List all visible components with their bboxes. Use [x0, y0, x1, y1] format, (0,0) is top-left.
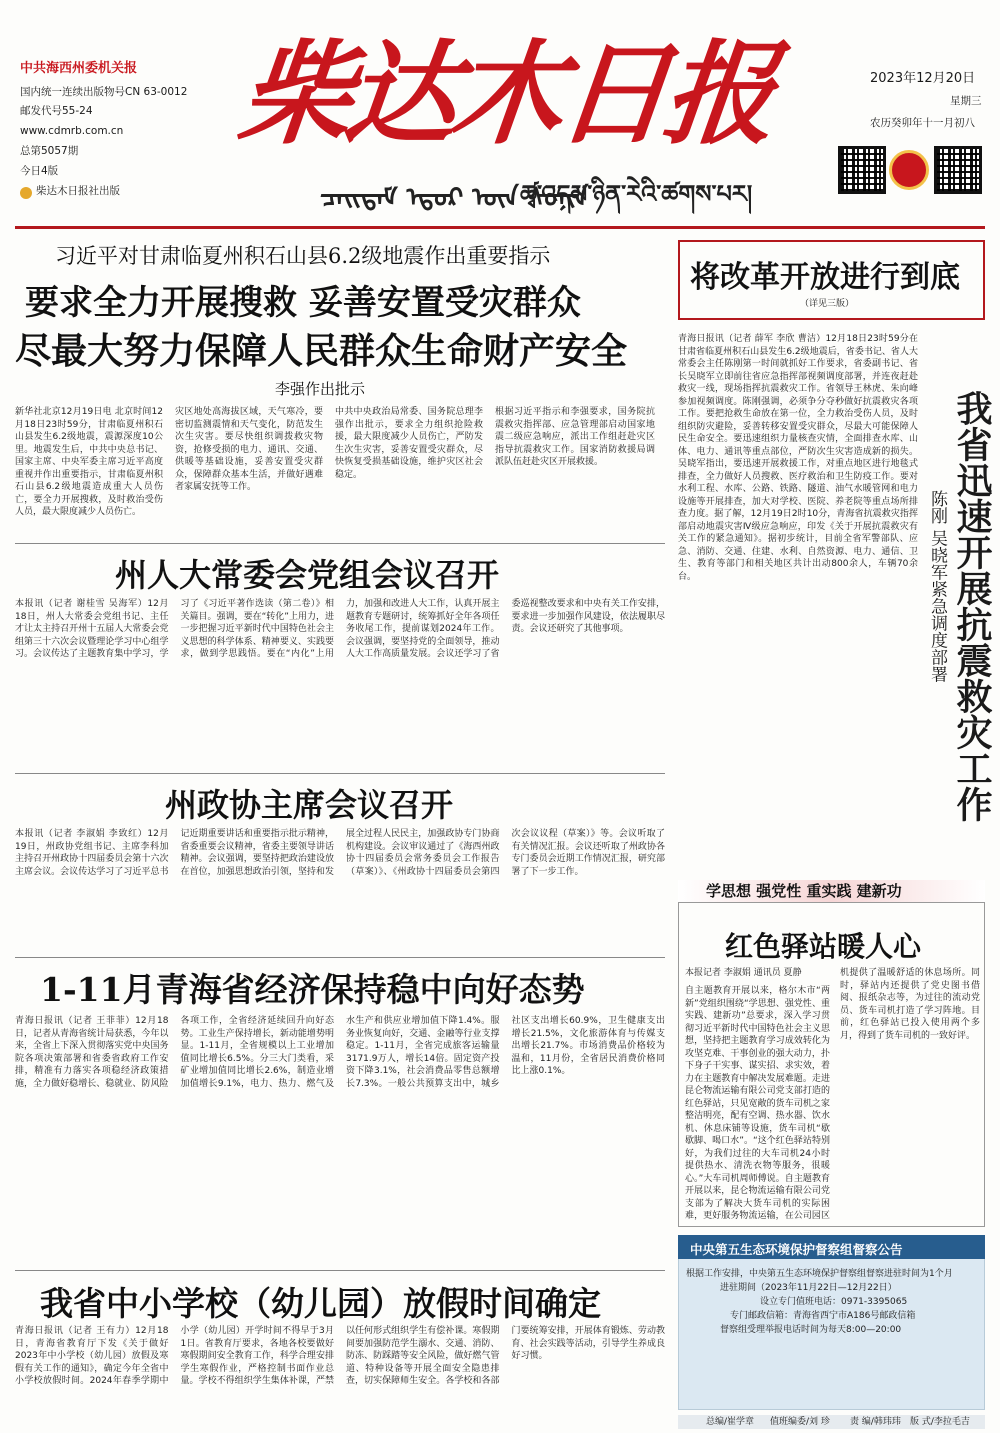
lead-headline-1: 要求全力开展搜救 妥善安置受灾群众 — [25, 283, 581, 323]
school-body: 青海日报讯（记者 王有力）12月18日，青海省教育厅下发《关于做好2023年中小学校（幼儿园）放假及寒假有关工作的通知》，确定今年全省中小学校放假时间。2024年春季学期中小学（幼儿园）开学时间不得早于3月1日。省教育厅要求，各地各校要做好寒假期间安全教育工作，科学合理安排学生寒假作业，严格控制书面作业总量。学校不得组织学生集体补课，严禁以任何形式组织学生有偿补课。寒假期间要加强防范学生溺水、交通、消防、防冻、防踩踏等安全风险，做好燃气管道、特种设备等开展全面安全隐患排查，切实保障师生安全。各学校和各部门要统筹安排，开展体育锻炼、劳动教育、社会实践等活动，引导学生养成良好习惯。 — [15, 1326, 665, 1386]
econ-body: 青海日报讯（记者 王菲菲）12月18日，记者从青海省统计局获悉，今年以来，全省上下深入贯彻落实党中央国务院各项决策部署和省委省政府工作安排，精准有力落实各项稳经济政策措施，全力做好稳增长、稳就业、防风险各项工作，全省经济延续回升向好态势。工业生产保持增长，新动能增势明显。1-11月，全省规模以上工业增加值同比增长6.5%。分三大门类看，采矿业增加值同比增长2.6%，制造业增加值增长9.1%，电力、热力、燃气及水生产和供应业增加值下降1.4%。服务业恢复向好，交通、金融等行业支撑稳定。1-11月，全省完成旅客运输量3171.9万人，增长14倍。固定资产投资下降3.1%，社会消费品零售总额增长7.3%。一般公共预算支出中，城乡社区支出增长60.9%，卫生健康支出增长21.5%，文化旅游体育与传媒支出增长21.7%。市场消费品价格较为温和，11月份，全省居民消费价格同比上涨0.1%。 — [15, 1016, 665, 1089]
issue-date: 2023年12月20日 — [870, 71, 976, 86]
lunar-date: 农历癸卯年十一月初八 — [870, 117, 975, 129]
econ-headline: 1-11月青海省经济保持稳中向好态势 — [40, 970, 585, 1009]
qr-code-icon — [934, 146, 982, 194]
footer-editor: 总编/崔学章 — [706, 1417, 755, 1427]
newspaper-title: 柴达木日报 — [233, 29, 777, 160]
notice-line: 进驻期间（2023年11月22日—12月22日） — [720, 1283, 897, 1293]
lead-headline-2: 尽最大努力保障人民群众生命财产安全 — [15, 330, 628, 372]
pages-label: 今日4版 — [20, 165, 59, 177]
post-line: 邮发代号55-24 — [20, 105, 93, 117]
reform-ref: （详见三版） — [800, 299, 855, 309]
red-station-byline: 本报记者 李淑娟 通讯员 夏静 — [685, 968, 802, 978]
cn-line: 国内统一连续出版物号CN 63-0012 — [20, 86, 188, 98]
publisher-logo-icon — [20, 187, 32, 199]
seal-icon — [889, 150, 929, 190]
masthead-rule — [15, 226, 985, 229]
notice-line: 设立专门值班电话：0971-3395065 — [760, 1297, 908, 1307]
tibetan-title: ཚྭ་འདམ་ཉིན་རེའི་ཚགས་པར། — [520, 180, 753, 208]
lead-kicker: 习近平对甘肃临夏州积石山县6.2级地震作出重要指示 — [55, 244, 551, 268]
slogan: 学思想 强党性 重实践 建新功 — [706, 882, 902, 900]
notice-line: 专门邮政信箱：青海省西宁市A186号邮政信箱 — [730, 1311, 916, 1321]
issue-total: 总第5057期 — [20, 145, 79, 157]
lead-col-3: 中共中央政治局常委、国务院总理李强作出批示，要求全力组织抢险救援，最大限度减少人员伤亡，严防发生次生灾害，妥善安置受灾群众，尽快恢复受损基础设施，维护灾区社会稳定。 — [335, 407, 483, 480]
lead-col-4: 根据习近平指示和李强要求，国务院抗震救灾指挥部、应急管理部启动国家地震二级应急响应，派出工作组赶赴灾区指导抗震救灾工作。国家消防救援局调派队伍赶赴灾区开展救援。 — [495, 407, 655, 467]
reform-headline: 将改革开放进行到底 — [690, 260, 960, 295]
footer-duty: 值班编委/刘 珍 — [770, 1417, 830, 1427]
notice-line: 根据工作安排，中央第五生态环境保护督察组督察进驻时间为1个月 — [686, 1269, 953, 1279]
npc-body: 本报讯（记者 谢桂雪 吴海军）12月18日，州人大常委会党组书记、主任才让太主持召开州十五届人大常委会党组第三十六次会议暨理论学习中心组学习。会议传达了主题教育集中学习，学习了《习近平著作选读（第二卷）》相关篇目。强调，要在“转化”上用力，进一步把握习近平新时代中国特色社会主义思想的科学体系、精神要义、实践要求，做到学思践悟。要在“内化”上用力，加强和改进人大工作，认真开展主题教育专题研讨，统筹抓好全年各项任务收尾工作，提前谋划2024年工作。会议强调，要坚持党的全面领导，推动人大工作高质量发展。会议还学习了省委巡视整改要求和中央有关工作安排，要求进一步加强作风建设，依法履职尽责。会议还研究了其他事项。 — [15, 599, 665, 659]
red-station-col2: 机提供了温暖舒适的休息场所。同时，驿站内还提供了党史图书借阅、报纸杂志等，为过往的流动党员、货车司机打造了学习阵地。目前，红色驿站已投入使用两个多月，得到了货车司机的一致好评。 — [840, 968, 980, 1041]
publisher: 柴达木日报社出版 — [36, 185, 120, 197]
cppcc-body: 本报讯（记者 李淑娟 李致红）12月19日，州政协党组书记、主席李科加主持召开州政协十四届委员会第十六次主席会议。会议传达学习了习近平总书记近期重要讲话和重要指示批示精神，省委重要会议精神，省委主要领导讲话精神。会议强调，要坚持把政治建设放在首位，加强思想政治引领，坚持和发展全过程人民民主，加强政协专门协商机构建设。会议审议通过了《海西州政协十四届委员会常务委员会工作报告（草案）》、《州政协十四届委员会第四次会议议程（草案）》等。会议听取了有关情况汇报。会议还听取了州政协各专门委员会近期工作情况汇报，研究部署了下一步工作。 — [15, 829, 665, 877]
divider — [15, 773, 665, 774]
footer-design: 版 式/李拉毛吉 — [910, 1417, 970, 1427]
quake-body: 青海日报讯（记者 薛军 李欣 曹洁）12月18日23时59分在甘肃省临夏州积石山县发生6.2级地震后，省委书记、省人大常委会主任陈刚第一时间就抓好工作要求，省委副书记、省长吴晓军立即前往省应急指挥部视频调度部署，并连夜赶赴救灾一线，现场指挥抗震救灾工作。省领导王林虎、朱向峰参加视频调度。陈刚强调，必须争分夺秒做好抗震救灾各项工作。要把抢救生命放在第一位，全力救治受伤人员，及时组织防灾避险，妥善转移安置受灾群众，尽最大可能保障人民生命安全。要迅速组织力量核查灾情，全面排查水库、山体、电力、通讯等重点部位，严防次生灾害造成新的损失。吴晓军指出，要迅速开展救援工作，对重点地区进行地毯式排查，全力做好人员搜救、医疗救治和卫生防疫工作。要对水利工程、水库、公路、铁路、隧道、油气水暖管网和电力设施等开展排查，加大对学校、医院、养老院等重点场所排查力度。据了解，12月19日2时10分，青海省抗震救灾指挥部启动地震灾害Ⅳ级应急响应，印发《关于开展抗震救灾有关工作的紧急通知》。据初步统计，目前全省军警部队、应急、消防、交通、住建、水利、自然资源、电力、通信、卫生、教育等部门和相关地区共计出动800余人，车辆70余台。 — [678, 334, 918, 582]
lead-col-2: 灾区地处高海拔区域，天气寒冷，要密切监测震情和天气变化，防范发生次生灾害。要尽快组织调拨救灾物资，抢修受损的电力、通讯、交通、供暖等基础设施，妥善安置受灾群众，保障群众基本生活，并做好遇难者家属安抚等工作。 — [175, 407, 323, 492]
quake-vertical-title: 我省迅速开展抗震救灾工作 — [951, 390, 993, 822]
qr-code-icon — [838, 146, 886, 194]
web-line: www.cdmrb.com.cn — [20, 125, 124, 137]
red-station-body: 自主题教育开展以来，格尔木市“两新”党组织围绕“学思想、强党性、重实践、建新功”总要求，深入学习贯彻习近平新时代中国特色社会主义思想，坚持把主题教育学习成效转化为攻坚克难、干事创业的强大动力，扑下身子干实事、谋实招、求实效，着力在主题教育中解决发展难题。走进昆仑物流运输有限公司党支部打造的红色驿站，只见宽敞的货车司机之家整洁明亮，配有空调、热水器、饮水机、休息床铺等设施，货车司机“歇歇脚、喝口水”。“这个红色驿站特别好，为我们过往的大车司机24小时提供热水、清洗衣物等服务，很暖心。”大车司机周师傅说。自主题教育开展以来，昆仑物流运输有限公司党支部为了解决大货车司机的实际困难，更好服务物流运输，在公司园区 — [685, 986, 830, 1220]
lead-sub: 李强作出批示 — [275, 380, 366, 398]
npc-headline: 州人大常委会党组会议召开 — [115, 556, 500, 594]
divider — [15, 543, 665, 544]
mongolian-title: ᠴᠠᠢᠳᠠᠮ ᠡᠳᠦᠷ ᠦᠨ ᠰᠣᠨᠢᠨ — [320, 183, 589, 213]
cppcc-headline: 州政协主席会议召开 — [165, 786, 454, 824]
weekday: 星期三 — [950, 95, 982, 107]
notice-title: 中央第五生态环境保护督察组督察公告 — [690, 1242, 903, 1257]
lead-col-1: 新华社北京12月19日电 北京时间12月18日23时59分，甘肃临夏州积石山县发生6.2级地震，震源深度10公里。地震发生后，中共中央总书记、国家主席、中央军委主席习近平高度重视并作出重要指示，甘肃临夏州积石山县6.2级地震造成重大人员伤亡，要全力开展搜救，及时救治受伤人员，最大限度减少人员伤亡。 — [15, 407, 163, 517]
footer-resp: 责 编/韩玮玮 — [850, 1417, 901, 1427]
notice-line: 督察组受理举报电话时间为每天8:00—20:00 — [720, 1325, 902, 1335]
school-headline: 我省中小学校（幼儿园）放假时间确定 — [40, 1284, 601, 1323]
quake-vertical-sub: 陈刚 吴晓军紧急调度部署 — [927, 490, 947, 683]
divider — [15, 1270, 665, 1271]
notice-box — [678, 1235, 985, 1410]
org-line: 中共海西州委机关报 — [20, 61, 138, 76]
red-station-headline: 红色驿站暖人心 — [725, 930, 922, 963]
divider — [15, 957, 665, 958]
masthead — [0, 0, 1000, 225]
